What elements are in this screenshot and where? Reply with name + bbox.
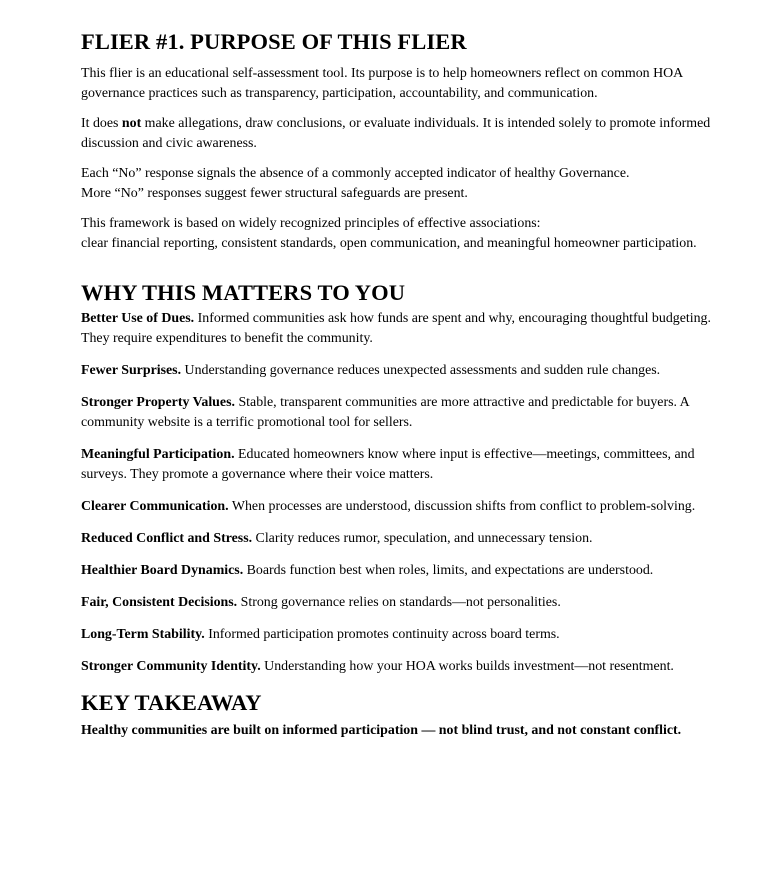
benefit-item — [81, 361, 716, 381]
benefit-list — [81, 309, 716, 677]
benefit-item — [81, 657, 716, 677]
purpose-p4-line2: clear financial reporting, consistent standards, open communication, and meaningful homeowner participation. — [81, 236, 697, 251]
benefit-item — [81, 529, 716, 549]
benefit-heading: Stronger Property Values. — [81, 395, 235, 410]
benefit-item — [81, 393, 716, 433]
benefit-heading: Stronger Community Identity. — [81, 659, 261, 674]
purpose-paragraph-2 — [81, 114, 716, 154]
purpose-title: FLIER #1. PURPOSE OF THIS FLIER — [81, 29, 467, 54]
benefit-text: Clarity reduces rumor, speculation, and unnecessary tension. — [252, 531, 593, 546]
purpose-p4-line1: This framework is based on widely recognized principles of effective associations: — [81, 216, 541, 231]
purpose-p2-after: make allegations, draw conclusions, or evaluate individuals. It is intended solely to promote informed discussion and civic awareness. — [81, 116, 711, 151]
benefit-item — [81, 593, 716, 613]
benefit-heading: Long-Term Stability. — [81, 627, 205, 642]
purpose-p3-line2: More “No” responses suggest fewer structural safeguards are present. — [81, 186, 468, 201]
benefit-text: Informed communities ask how funds are spent and why, encouraging thoughtful budgeting. They require expenditures to benefit the community. — [81, 311, 711, 346]
benefit-text: Strong governance relies on standards—not personalities. — [237, 595, 561, 610]
purpose-paragraph-4 — [81, 214, 716, 254]
key-takeaway-title: KEY TAKEAWAY — [81, 690, 262, 715]
why-title: WHY THIS MATTERS TO YOU — [81, 280, 406, 305]
benefit-text: Stable, transparent communities are more attractive and predictable for buyers. A community website is a terrific promotional tool for sellers. — [81, 395, 689, 430]
purpose-p2-bold: not — [121, 116, 142, 131]
benefit-heading: Fewer Surprises. — [81, 363, 182, 378]
benefit-text: When processes are understood, discussion shifts from conflict to problem-solving. — [228, 499, 696, 514]
benefit-text: Understanding how your HOA works builds investment—not resentment. — [260, 659, 674, 674]
purpose-paragraph-1: This flier is an educational self-assessment tool. Its purpose is to help homeowners reflect on common HOA governance practices such as transparency, participation, accountability, and communication. — [81, 66, 683, 101]
benefit-heading: Better Use of Dues. — [81, 311, 195, 326]
key-takeaway-text: Healthy communities are built on informed participation — not blind trust, and not constant conflict. — [81, 723, 682, 738]
purpose-section — [81, 28, 716, 254]
benefit-heading: Healthier Board Dynamics. — [81, 563, 244, 578]
benefit-item — [81, 309, 716, 349]
benefit-text: Understanding governance reduces unexpected assessments and sudden rule changes. — [181, 363, 661, 378]
benefit-text: Boards function best when roles, limits, and expectations are understood. — [243, 563, 654, 578]
benefit-text: Informed participation promotes continuity across board terms. — [204, 627, 560, 642]
why-section — [81, 279, 716, 677]
benefit-heading: Clearer Communication. — [81, 499, 229, 514]
benefit-heading: Meaningful Participation. — [81, 447, 235, 462]
key-takeaway-section — [81, 689, 716, 741]
purpose-paragraph-3 — [81, 164, 716, 204]
benefit-heading: Reduced Conflict and Stress. — [81, 531, 253, 546]
benefit-item — [81, 561, 716, 581]
purpose-p2-before: It does — [81, 116, 122, 131]
purpose-p3-line1: Each “No” response signals the absence of a commonly accepted indicator of healthy Governance. — [81, 166, 630, 181]
benefit-heading: Fair, Consistent Decisions. — [81, 595, 238, 610]
benefit-text: Educated homeowners know where input is effective—meetings, committees, and surveys. They promote a governance where their voice matters. — [81, 447, 695, 482]
benefit-item — [81, 625, 716, 645]
benefit-item — [81, 497, 716, 517]
benefit-item — [81, 445, 716, 485]
